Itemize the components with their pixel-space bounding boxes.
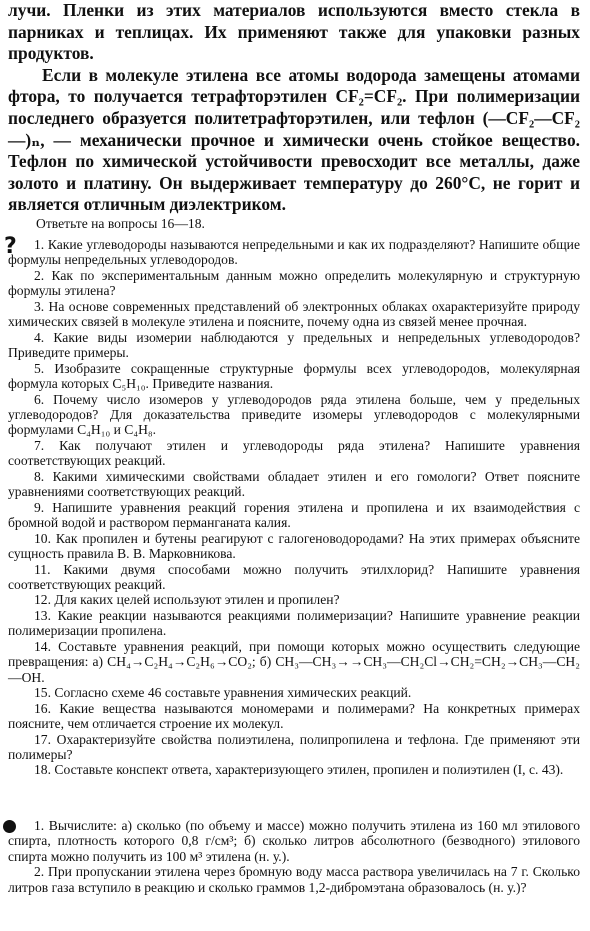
intro-text [8,0,580,216]
question-item: 15. Согласно схеме 46 составьте уравнения химических реакций. [34,685,412,701]
question-item: 18. Составьте конспект ответа, характеризующего этилен, пропилен и полиэтилен (I, с. 43). [34,762,564,778]
questions-list [8,237,580,778]
questions-prompt: Ответьте на вопросы 16—18. [36,216,205,231]
question-item: 3. На основе современных представлений об электронных облаках охарактеризуйте природу химических связей в молекуле этилена и поясните, почему одна из связей менее прочная. [8,298,580,330]
question-item: 14. Составьте уравнения реакций, при помощи которых можно осуществить следующие превращения: а) CH₄→C₂H₄→C₂H₆→CO₂; б) CH₃—CH₃→→CH₃—CH₂Cl→CH₂=CH₂→CH₃—CH₂—OH. [8,638,580,685]
question-item: 11. Какими двумя способами можно получить этилхлорид? Напишите уравнения соответствующих реакций. [8,561,580,592]
problems-list [8,818,580,895]
question-mark-icon: ? [4,234,17,259]
question-item: 5. Изобразите сокращенные структурные формулы всех углеводородов, молекулярная формула которых C₅H₁₀. Приведите названия. [8,360,580,392]
question-item: 9. Напишите уравнения реакций горения этилена и пропилена и их взаимодействия с бромной водой и раствором перманганата калия. [8,499,580,531]
question-item: 17. Охарактеризуйте свойства полиэтилена, полипропилена и тефлона. Где применяют эти полимеры? [8,731,580,762]
question-item: 16. Какие вещества называются мономерами и полимерами? На конкретных примерах поясните, чем отличается строение их молекул. [8,700,580,732]
question-item: 6. Почему число изомеров у углеводородов ряда этилена больше, чем у предельных углеводородов? Для доказательства приведите изомеры углеводородов с молекулярными формулами C₄H₁₀ и C₄H₈. [8,391,580,438]
question-item: 13. Какие реакции называются реакциями полимеризации? Напишите уравнение реакции полимеризации пропилена. [8,607,580,639]
intro-paragraph-2: Если в молекуле этилена все атомы водорода замещены атомами фтора, то получается тетрафторэтилен CF₂=CF₂. При полимеризации последнего образуется политетрафторэтилен, или тефлон (—CF₂—CF₂—)ₙ, — механически прочное и химически очень стойкое вещество. Тефлон по химической устойчивости превосходит все металлы, даже золото и платину. Он выдерживает температуру до 260°С, не горит и является отличным диэлектриком. [8,64,580,215]
question-item: 2. Как по экспериментальным данным можно определить молекулярную и структурную формулы этилена? [8,267,580,299]
problem-item: 2. При пропускании этилена через бромную воду масса раствора увеличилась на 7 г. Сколько литров газа вступило в реакцию и сколько граммов 1,2-дибромэтана образовалось (н. у.)? [8,864,580,895]
question-item: 7. Как получают этилен и углеводороды ряда этилена? Напишите уравнения соответствующих реакций. [8,437,580,469]
question-item: 1. Какие углеводороды называются непредельными и как их подразделяют? Напишите общие формулы непредельных углеводородов. [8,237,580,268]
problem-item: 1. Вычислите: а) сколько (по объему и массе) можно получить этилена из 160 мл этилового спирта, плотность которого 0,8 г/см³; б) сколько литров абсолютного (безводного) этилового спирта можно получить из 100 м³ этилена (н. у.). [8,818,580,864]
question-item: 12. Для каких целей используют этилен и пропилен? [34,592,340,608]
question-item: 4. Какие виды изомерии наблюдаются у предельных и непредельных углеводородов? Приведите примеры. [8,329,580,361]
question-item: 8. Какими химическими свойствами обладает этилен и его гомологи? Ответ поясните уравнениями соответствующих реакций. [8,468,580,500]
intro-paragraph-1: лучи. Пленки из этих материалов используются вместо стекла в парниках и теплицах. Их применяют также для упаковки разных продуктов. [8,0,580,64]
question-item: 10. Как пропилен и бутены реагируют с галогеноводородами? На этих примерах объясните сущность правила В. В. Марковникова. [8,530,580,562]
